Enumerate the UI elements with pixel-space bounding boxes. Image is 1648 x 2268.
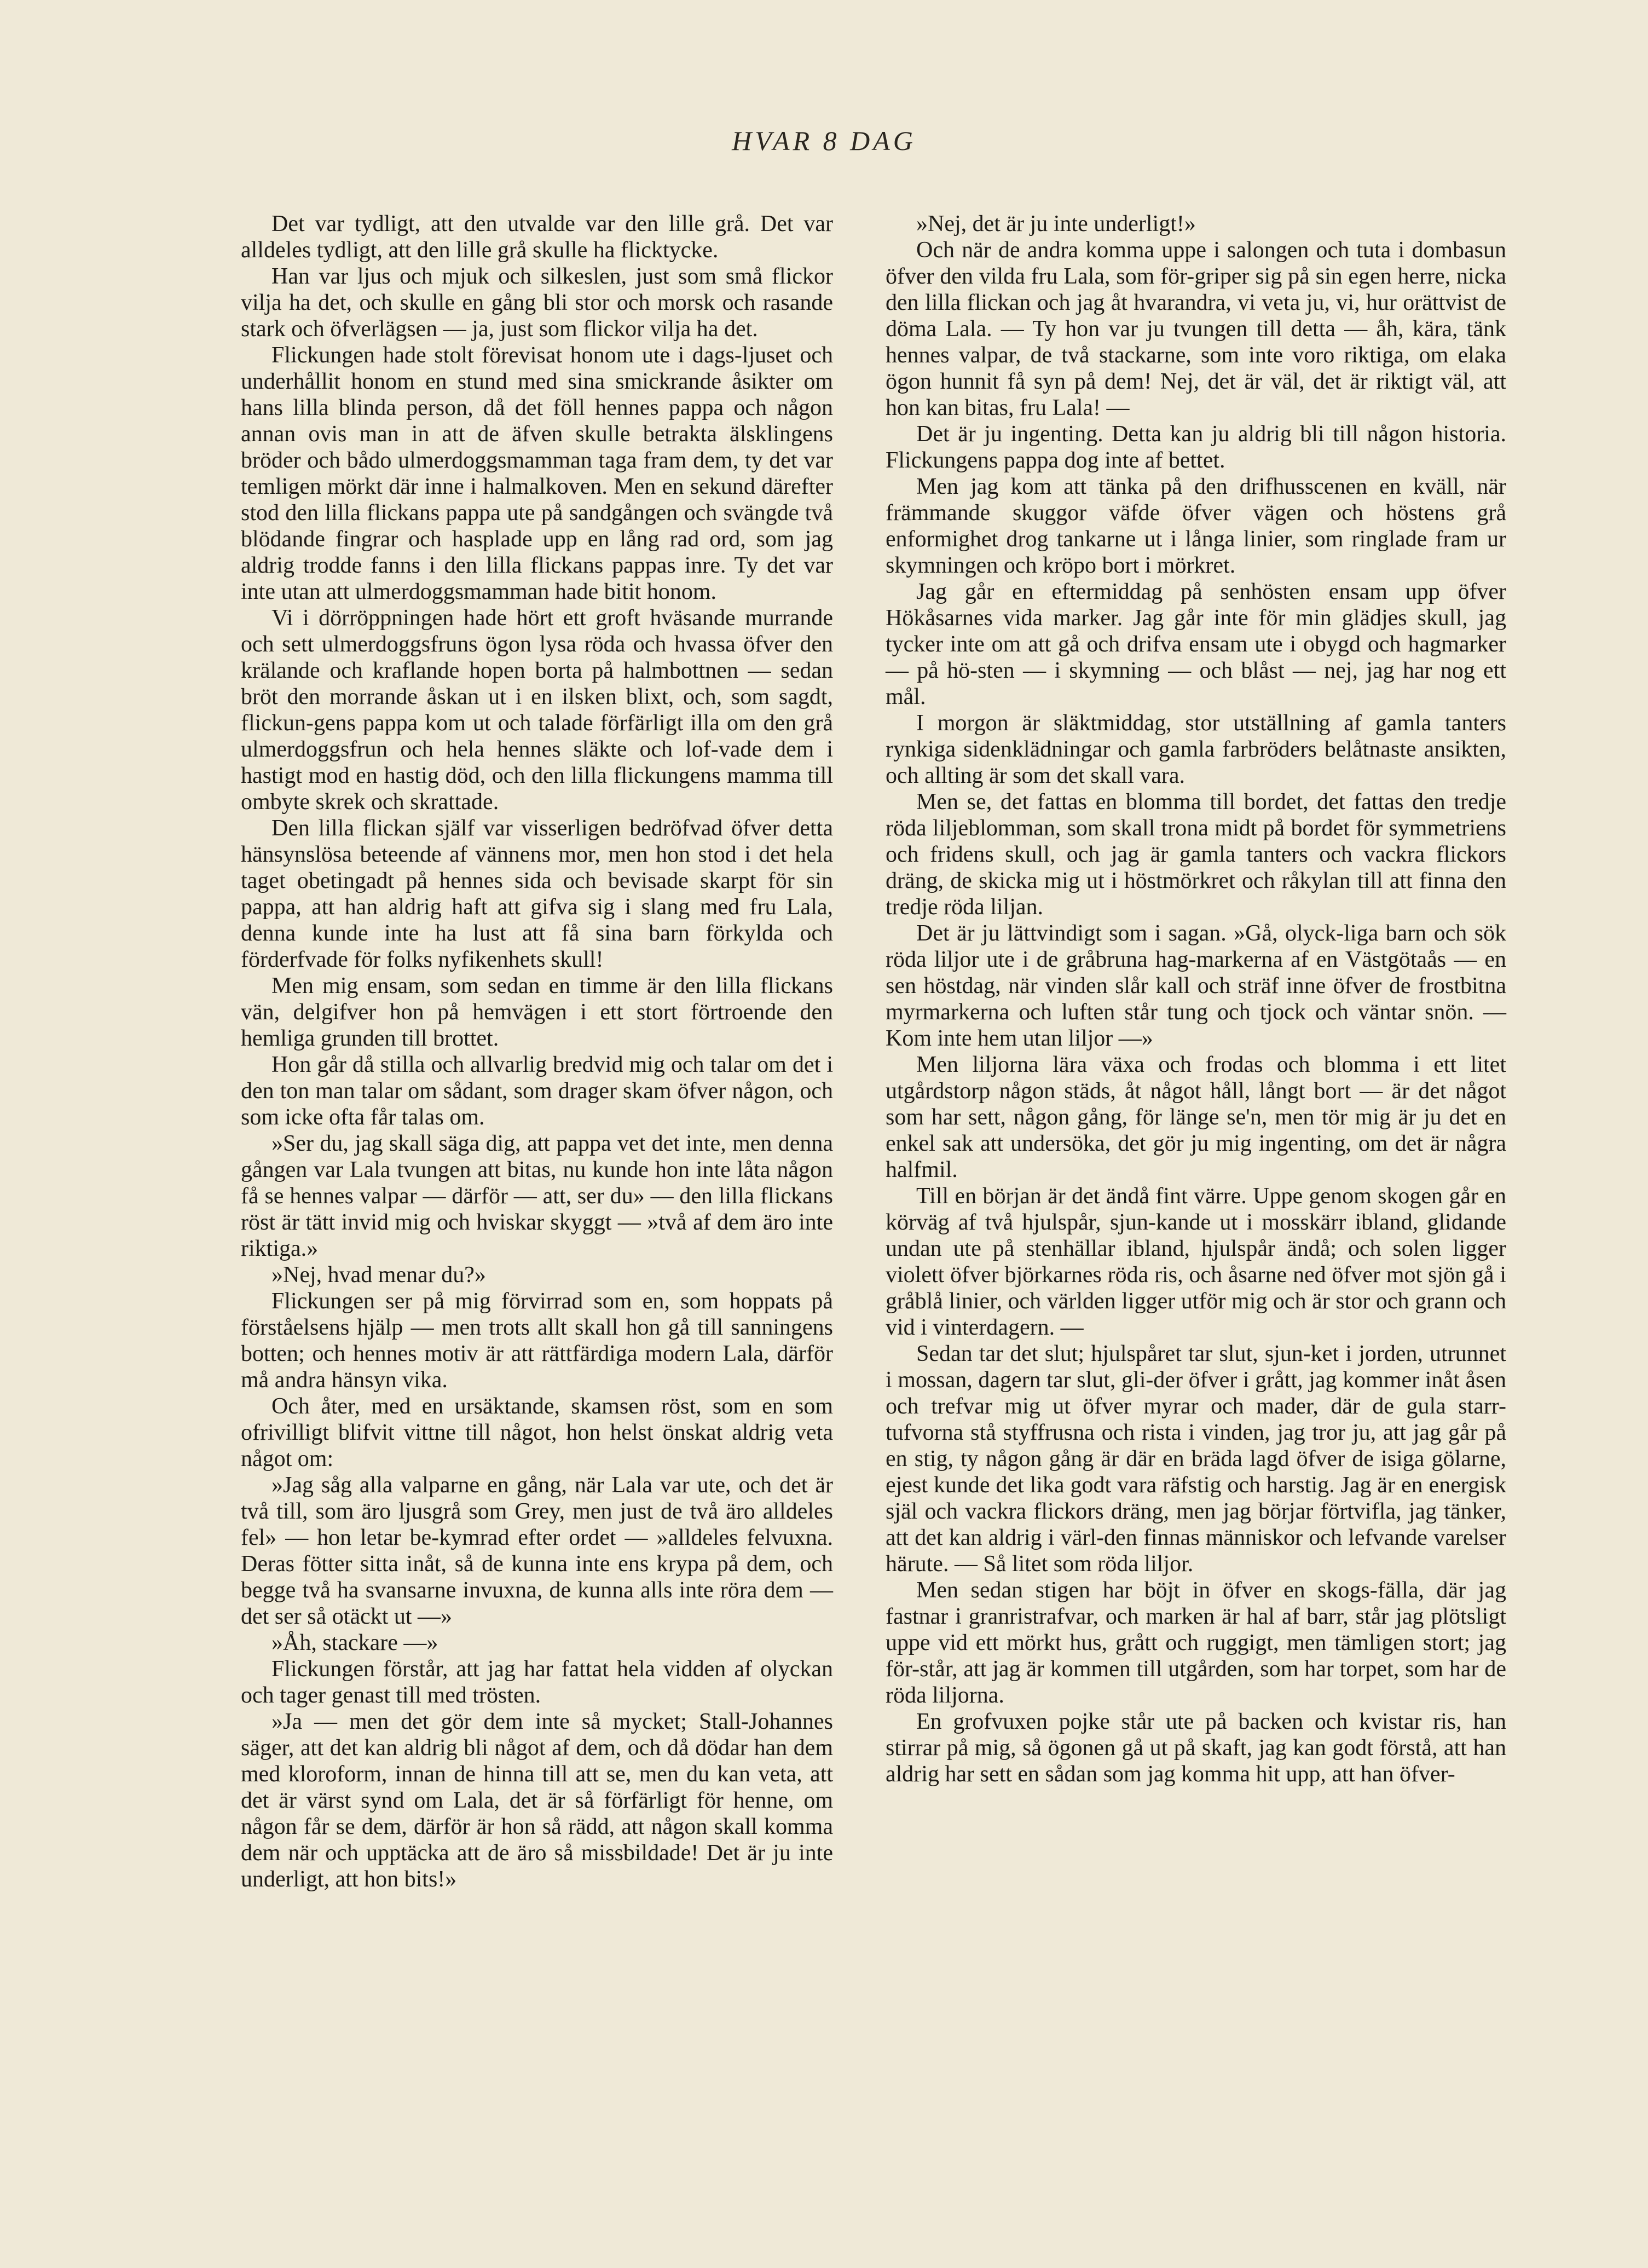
paragraph: Men mig ensam, som sedan en timme är den lilla flickans vän, delgifver hon på hemvägen i ett stort förtroende den hemliga grunden till brottet. <box>241 973 833 1051</box>
paragraph: »Ja — men det gör dem inte så mycket; Stall-Johannes säger, att det kan aldrig bli något af dem, och då dödar han dem med kloroform, innan de hinna till att se, men du kan veta, att det är värst synd om Lala, det är så förfärligt för henne, om någon får se dem, därför är hon så rädd, att någon skall komma dem när och upptäcka att de äro så missbildade! Det är ju inte underligt, att hon bits!» <box>241 1709 833 1892</box>
paragraph: Och när de andra komma uppe i salongen och tuta i dombasun öfver den vilda fru Lala, som för-griper sig på sin egen herre, nicka den lilla flickan och jag åt hvarandra, vi veta ju, vi, hur orättvist de döma Lala. — Ty hon var ju tvungen till detta — åh, kära, tänk hennes valpar, de två stackarne, som inte voro riktiga, om elaka ögon hunnit få syn på dem! Nej, det är väl, det är riktigt väl, att hon kan bitas, fru Lala! — <box>886 238 1506 420</box>
paragraph: Hon går då stilla och allvarlig bredvid mig och talar om det i den ton man talar om sådant, som drager skam öfver någon, och som icke ofta får talas om. <box>241 1052 833 1130</box>
paragraph: Det är ju lättvindigt som i sagan. »Gå, olyck-liga barn och sök röda liljor ute i de gråbruna hag-markerna af en Västgötaås — en sen höstdag, när vinden slår kall och sträf inne öfver de frostbitna myrmarkerna och luften står tung och tjock och väntar snön. — Kom inte hem utan liljor —» <box>886 921 1506 1051</box>
running-header: HVAR 8 DAG <box>732 125 916 156</box>
paragraph: Flickungen förstår, att jag har fattat hela vidden af olyckan och tager genast till med trösten. <box>241 1657 833 1708</box>
paragraph: Det var tydligt, att den utvalde var den lille grå. Det var alldeles tydligt, att den lille grå skulle ha flicktycke. <box>241 211 833 263</box>
paragraph: »Nej, det är ju inte underligt!» <box>916 211 1196 236</box>
paragraph: Men jag kom att tänka på den drifhusscenen en kväll, när främmande skuggor väfde öfver vägen och höstens grå enformighet drog tankarne ut i långa linier, som ringlade fram ur skymningen och kröpo bort i mörkret. <box>886 474 1506 578</box>
paragraph: Vi i dörröppningen hade hört ett groft hväsande murrande och sett ulmerdoggsfruns ögon lysa röda och hvassa öfver den krälande och kraflande hopen borta på halmbottnen — sedan bröt den morrande åskan ut i en ilsken blixt, och, som sagdt, flickun-gens pappa kom ut och talade förfärligt illa om den grå ulmerdoggsfrun och hela hennes släkte och lof-vade dem i hastigt mod en hastig död, och den lilla flickungens mamma till ombyte skrek och skrattade. <box>241 605 833 815</box>
paragraph: Han var ljus och mjuk och silkeslen, just som små flickor vilja ha det, och skulle en gång bli stor och morsk och rasande stark och öfverlägsen — ja, just som flickor vilja ha det. <box>241 264 833 342</box>
paragraph: »Ser du, jag skall säga dig, att pappa vet det inte, men denna gången var Lala tvungen att bitas, nu kunde hon inte låta någon få se hennes valpar — därför — att, ser du» — den lilla flickans röst är tätt invid mig och hviskar skyggt — »två af dem äro inte riktiga.» <box>241 1131 833 1261</box>
paragraph: Den lilla flickan själf var visserligen bedröfvad öfver detta hänsynslösa beteende af vännens mor, men hon stod i det hela taget obetingadt på hennes sida och bevisade skarpt för sin pappa, att han aldrig haft att gifva sig i slang med fru Lala, denna kunde inte ha lust att få sina barn förkylda och förderfvade för folks nyfikenhets skull! <box>241 816 833 972</box>
paragraph: Det är ju ingenting. Detta kan ju aldrig bli till någon historia. Flickungens pappa dog inte af bettet. <box>886 422 1506 473</box>
paragraph: »Åh, stackare —» <box>271 1630 438 1655</box>
left-column <box>241 211 833 1892</box>
paragraph: Men sedan stigen har böjt in öfver en skogs-fälla, där jag fastnar i granristrafvar, och marken är hal af barr, står jag plötsligt uppe vid ett mörkt hus, grått och ruggigt, men tämligen stort; jag för-står, att jag är kommen till utgården, som har torpet, som har de röda liljorna. <box>886 1578 1506 1708</box>
paragraph: Jag går en eftermiddag på senhösten ensam upp öfver Hökåsarnes vida marker. Jag går inte för min glädjes skull, jag tycker inte om att gå och drifva ensam ute i obygd och hagmarker — på hö-sten — i skymning — och blåst — nej, jag har nog ett mål. <box>886 579 1506 709</box>
paragraph: En grofvuxen pojke står ute på backen och kvistar ris, han stirrar på mig, så ögonen gå ut på skaft, jag kan godt förstå, att han aldrig har sett en sådan som jag komma hit upp, att han öfver- <box>886 1709 1506 1787</box>
paragraph: Sedan tar det slut; hjulspåret tar slut, sjun-ket i jorden, utrunnet i mossan, dagern tar slut, gli-der öfver i grått, jag kommer inåt åsen och trefvar mig ut öfver myrar och mader, där de gula starr-tufvorna stå styffrusna och rista i vinden, jag tror ju, att jag går på en stig, ty någon gång är där en bräda lagd öfver de isiga gölarne, ejest kunde det lika godt vara räfstig och harstig. Jag är en energisk själ och vackra flickors dräng, men jag börjar förtvifla, jag tänker, att det kan aldrig i värl-den finnas människor och lefvande varelser härute. — Så litet som röda liljor. <box>886 1341 1506 1577</box>
paragraph: »Nej, hvad menar du?» <box>271 1262 486 1288</box>
paragraph: Till en början är det ändå fint värre. Uppe genom skogen går en körväg af två hjulspår, sjun-kande ut i mosskärr ibland, glidande undan ute på stenhällar ibland, hjulspår ändå; och solen ligger violett öfver björkarnes röda ris, och åsarne ned öfver mot sjön gå i gråblå linier, och världen ligger utför mig och är stor och grann och vid i vinterdagern. — <box>886 1184 1506 1340</box>
paragraph: Men se, det fattas en blomma till bordet, det fattas den tredje röda liljeblomman, som skall trona midt på bordet för symmetriens och fridens skull, och jag är gamla tanters och vackra flickors dräng, de skicka mig ut i höstmörkret och råkylan till att finna den tredje röda liljan. <box>886 789 1506 920</box>
paragraph: Flickungen hade stolt förevisat honom ute i dags-ljuset och underhållit honom en stund med sina smickrande åsikter om hans lilla blinda person, då det föll hennes pappa och någon annan ovis man in att de äfven skulle betrakta älsklingens bröder och bådo ulmerdoggsmamman taga fram dem, ty det var temligen mörkt där inne i halmalkoven. Men en sekund därefter stod den lilla flickans pappa ute på sandgången och svängde två blödande fingrar och hasplade upp en lång rad ord, som jag aldrig trodde fanns i den lilla flickans pappas inre. Ty det var inte utan att ulmerdoggsmamman hade bitit honom. <box>241 343 833 604</box>
right-column <box>886 211 1506 1787</box>
paragraph: I morgon är släktmiddag, stor utställning af gamla tanters rynkiga sidenklädningar och gamla farbröders belåtnaste ansikten, och allting är som det skall vara. <box>886 711 1506 788</box>
paragraph: Och åter, med en ursäktande, skamsen röst, som en som ofrivilligt blifvit vittne till något, hon helst önskat aldrig veta något om: <box>241 1394 833 1471</box>
paragraph: Flickungen ser på mig förvirrad som en, som hoppats på förståelsens hjälp — men trots allt skall hon gå till sanningens botten; och hennes motiv är att rättfärdiga modern Lala, därför må andra hänsyn vika. <box>241 1289 833 1393</box>
paragraph: »Jag såg alla valparne en gång, när Lala var ute, och det är två till, som äro ljusgrå som Grey, men just de två äro alldeles fel» — hon letar be-kymrad efter ordet — »alldeles felvuxna. Deras fötter sitta inåt, så de kunna inte ens krypa på dem, och begge två ha svansarne invuxna, de kunna alls inte röra dem — det ser så otäckt ut —» <box>241 1473 833 1629</box>
paragraph: Men liljorna lära växa och frodas och blomma i ett litet utgårdstorp någon städs, åt något håll, långt bort — är det något som har sett, någon gång, för länge se'n, men tör mig är ju det en enkel sak att undersöka, det gör ju mig ingenting, om det är några halfmil. <box>886 1052 1506 1182</box>
